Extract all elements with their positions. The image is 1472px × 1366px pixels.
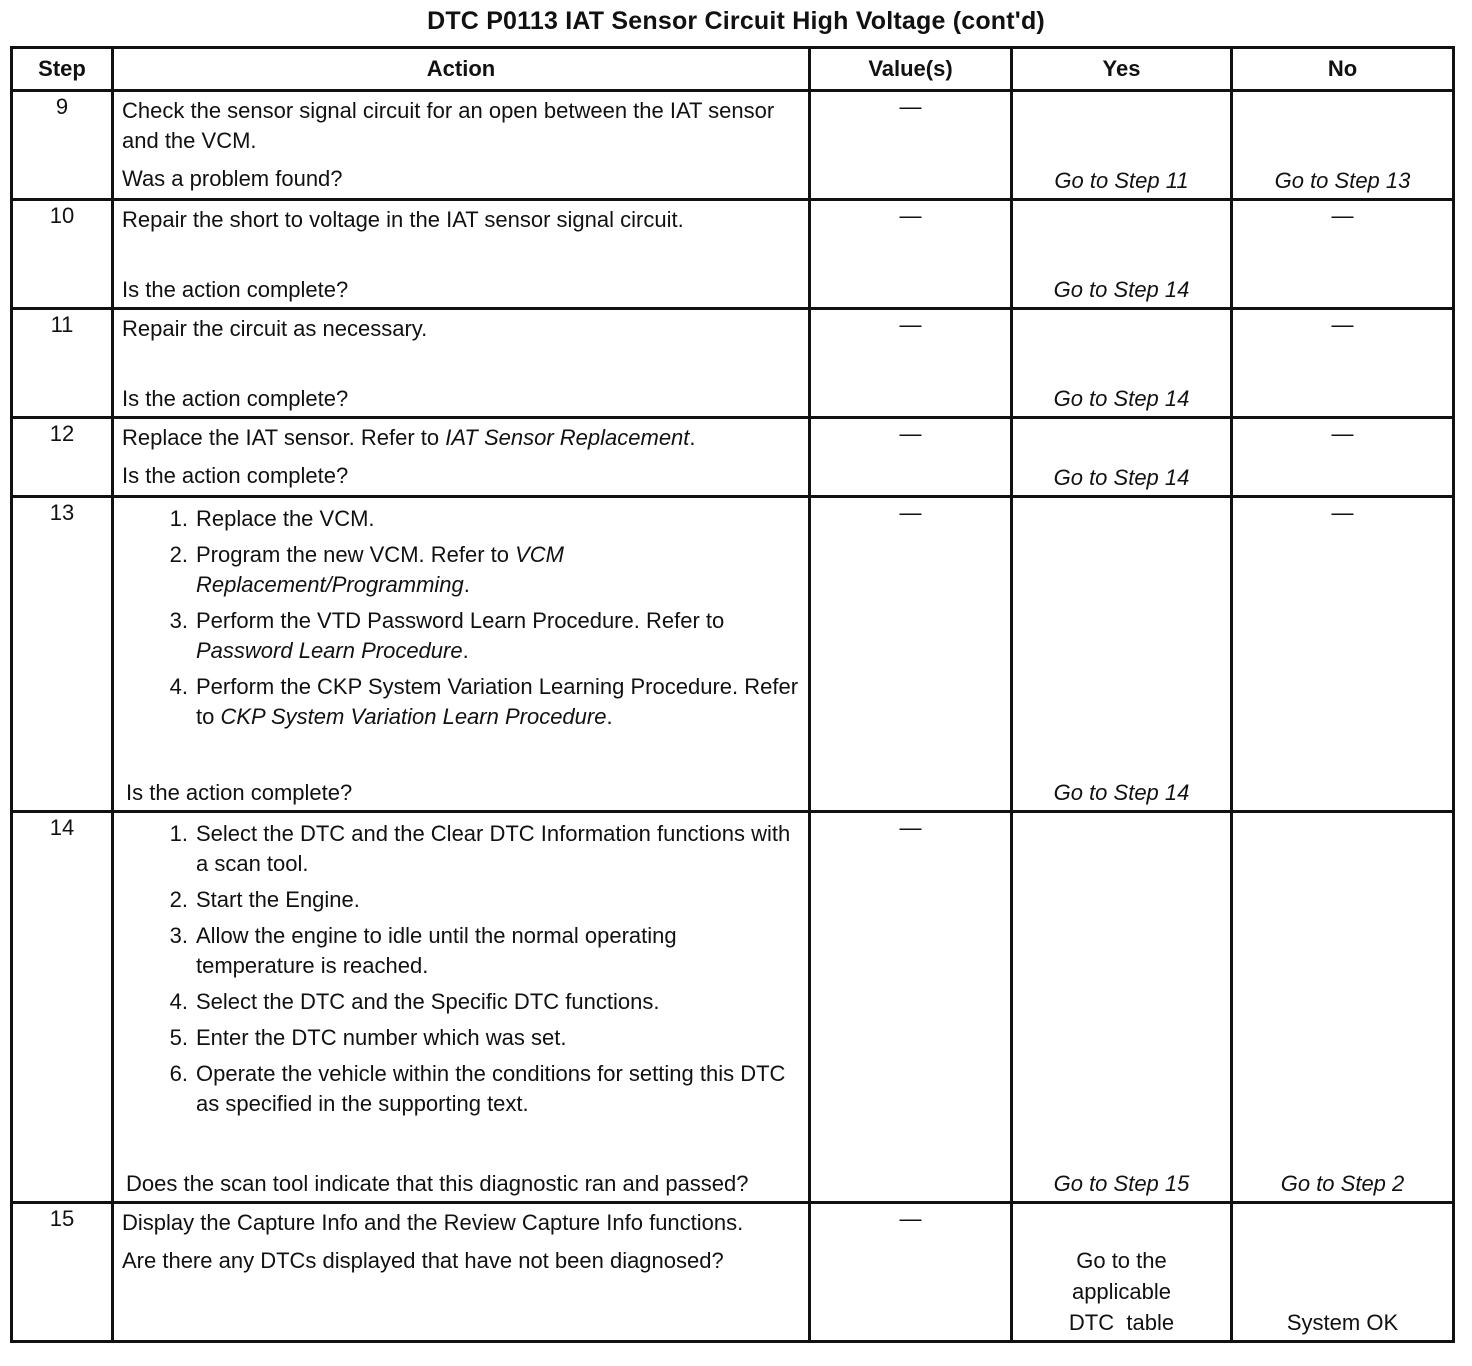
list-item-end: . (462, 638, 469, 663)
action-reference: Password Learn Procedure (196, 638, 463, 663)
list-item-number: 5. (169, 1025, 188, 1050)
value-cell (810, 91, 1012, 200)
action-cell (113, 91, 810, 200)
page-title: DTC P0113 IAT Sensor Circuit High Voltage (cont'd) (427, 7, 1045, 35)
list-item-number: 2. (169, 542, 188, 567)
list-item (156, 672, 800, 732)
column-header-no: No (1232, 48, 1454, 91)
value-text: — (899, 815, 922, 840)
step-number: 9 (12, 91, 113, 200)
list-item-text: Select the DTC and the Specific DTC functions. (196, 989, 660, 1014)
yes-cell (1012, 1203, 1232, 1342)
yes-result: Go to Step 14 (1053, 465, 1190, 490)
action-question: Are there any DTCs displayed that have not been diagnosed? (122, 1248, 724, 1273)
value-cell (810, 309, 1012, 418)
no-cell (1232, 91, 1454, 200)
action-question: Does the scan tool indicate that this diagnostic ran and passed? (126, 1171, 749, 1196)
list-item-text: Perform the VTD Password Learn Procedure. Refer to (196, 608, 725, 633)
list-item-text: Start the Engine. (196, 887, 360, 912)
list-item-number: 3. (169, 608, 188, 633)
list-item (156, 1059, 800, 1119)
no-cell (1232, 497, 1454, 812)
list-item (156, 819, 800, 879)
no-cell (1232, 200, 1454, 309)
step-number: 10 (12, 200, 113, 309)
yes-result: Go to Step 11 (1054, 168, 1189, 193)
value-cell (810, 200, 1012, 309)
list-item-text: Enter the DTC number which was set. (196, 1025, 567, 1050)
list-item-number: 1. (169, 506, 188, 531)
column-header-yes: Yes (1012, 48, 1232, 91)
value-text: — (899, 203, 922, 228)
value-text: — (899, 500, 922, 525)
action-text (122, 423, 800, 453)
no-cell (1232, 812, 1454, 1203)
action-cell (113, 1203, 810, 1342)
no-cell (1232, 309, 1454, 418)
action-question: Is the action complete? (122, 386, 349, 411)
table-row (12, 200, 1454, 309)
action-text: Repair the short to voltage in the IAT sensor signal circuit. (122, 207, 684, 232)
list-item (156, 504, 800, 534)
no-result: Go to Step 13 (1274, 168, 1411, 193)
action-question: Is the action complete? (122, 277, 349, 302)
no-result: — (1331, 203, 1354, 228)
list-item-text: Allow the engine to idle until the normal operating temperature is reached. (196, 923, 677, 978)
value-cell (810, 418, 1012, 497)
list-item (156, 885, 800, 915)
list-item-number: 1. (169, 821, 188, 846)
list-item-text: Select the DTC and the Clear DTC Information functions with a scan tool. (196, 821, 791, 876)
no-result: — (1331, 500, 1354, 525)
list-item-number: 2. (169, 887, 188, 912)
action-cell (113, 418, 810, 497)
action-text: Check the sensor signal circuit for an open between the IAT sensor and the VCM. (122, 98, 775, 153)
value-text: — (899, 94, 922, 119)
action-text: Repair the circuit as necessary. (122, 316, 428, 341)
action-reference: VCM Replacement/Programming (196, 542, 565, 597)
yes-cell (1012, 91, 1232, 200)
value-cell (810, 1203, 1012, 1342)
list-item (156, 1023, 800, 1053)
yes-result-line: Go to the (1076, 1248, 1167, 1273)
yes-result: Go to Step 14 (1053, 277, 1190, 302)
no-result: — (1331, 312, 1354, 337)
step-number: 11 (12, 309, 113, 418)
diagnostic-table (10, 46, 1455, 1343)
list-item-number: 3. (169, 923, 188, 948)
yes-cell (1012, 309, 1232, 418)
yes-result-line: DTC table (1068, 1310, 1175, 1335)
action-cell (113, 309, 810, 418)
column-header-values: Value(s) (810, 48, 1012, 91)
no-result: System OK (1286, 1310, 1399, 1335)
table-header-row (12, 48, 1454, 91)
value-text: — (899, 421, 922, 446)
action-steps-list (122, 504, 800, 732)
list-item-number: 4. (169, 674, 188, 699)
list-item (156, 921, 800, 981)
action-text-body: Replace the IAT sensor. Refer to (122, 425, 446, 450)
no-result: — (1331, 421, 1354, 446)
list-item-end: . (606, 704, 613, 729)
action-question: Is the action complete? (122, 463, 349, 488)
yes-result: Go to Step 15 (1053, 1171, 1190, 1196)
yes-cell (1012, 200, 1232, 309)
list-item-end: . (463, 572, 470, 597)
yes-cell (1012, 812, 1232, 1203)
column-header-step: Step (12, 48, 113, 91)
step-number: 15 (12, 1203, 113, 1342)
list-item-text: Operate the vehicle within the conditions for setting this DTC as specified in the supporting text. (196, 1061, 786, 1116)
action-cell (113, 812, 810, 1203)
table-row (12, 1203, 1454, 1342)
action-text-end: . (689, 425, 696, 450)
list-item (156, 987, 800, 1017)
action-reference: CKP System Variation Learn Procedure (220, 704, 607, 729)
value-cell (810, 497, 1012, 812)
action-reference: IAT Sensor Replacement (445, 425, 690, 450)
table-row (12, 497, 1454, 812)
yes-result (1013, 1245, 1230, 1338)
no-result: Go to Step 2 (1280, 1171, 1405, 1196)
action-steps-list (122, 819, 800, 1119)
action-cell (113, 497, 810, 812)
table-row (12, 91, 1454, 200)
list-item-text: Program the new VCM. Refer to (196, 542, 516, 567)
no-cell (1232, 418, 1454, 497)
column-header-action: Action (113, 48, 810, 91)
list-item (156, 606, 800, 666)
step-number: 14 (12, 812, 113, 1203)
action-question: Is the action complete? (126, 780, 353, 805)
table-row (12, 418, 1454, 497)
table-row (12, 812, 1454, 1203)
yes-result: Go to Step 14 (1053, 386, 1190, 411)
action-text: Display the Capture Info and the Review Capture Info functions. (122, 1210, 744, 1235)
value-text: — (899, 1206, 922, 1231)
action-cell (113, 200, 810, 309)
list-item-number: 6. (169, 1061, 188, 1086)
yes-cell (1012, 418, 1232, 497)
list-item-number: 4. (169, 989, 188, 1014)
step-number: 13 (12, 497, 113, 812)
value-cell (810, 812, 1012, 1203)
value-text: — (899, 312, 922, 337)
list-item-text: Replace the VCM. (196, 506, 375, 531)
yes-result: Go to Step 14 (1053, 780, 1190, 805)
list-item-text: Perform the CKP System Variation Learning Procedure. Refer to (196, 674, 799, 729)
action-question: Was a problem found? (122, 166, 343, 191)
table-row (12, 309, 1454, 418)
yes-result-line: applicable (1071, 1279, 1172, 1304)
yes-cell (1012, 497, 1232, 812)
list-item (156, 540, 800, 600)
step-number: 12 (12, 418, 113, 497)
no-cell (1232, 1203, 1454, 1342)
